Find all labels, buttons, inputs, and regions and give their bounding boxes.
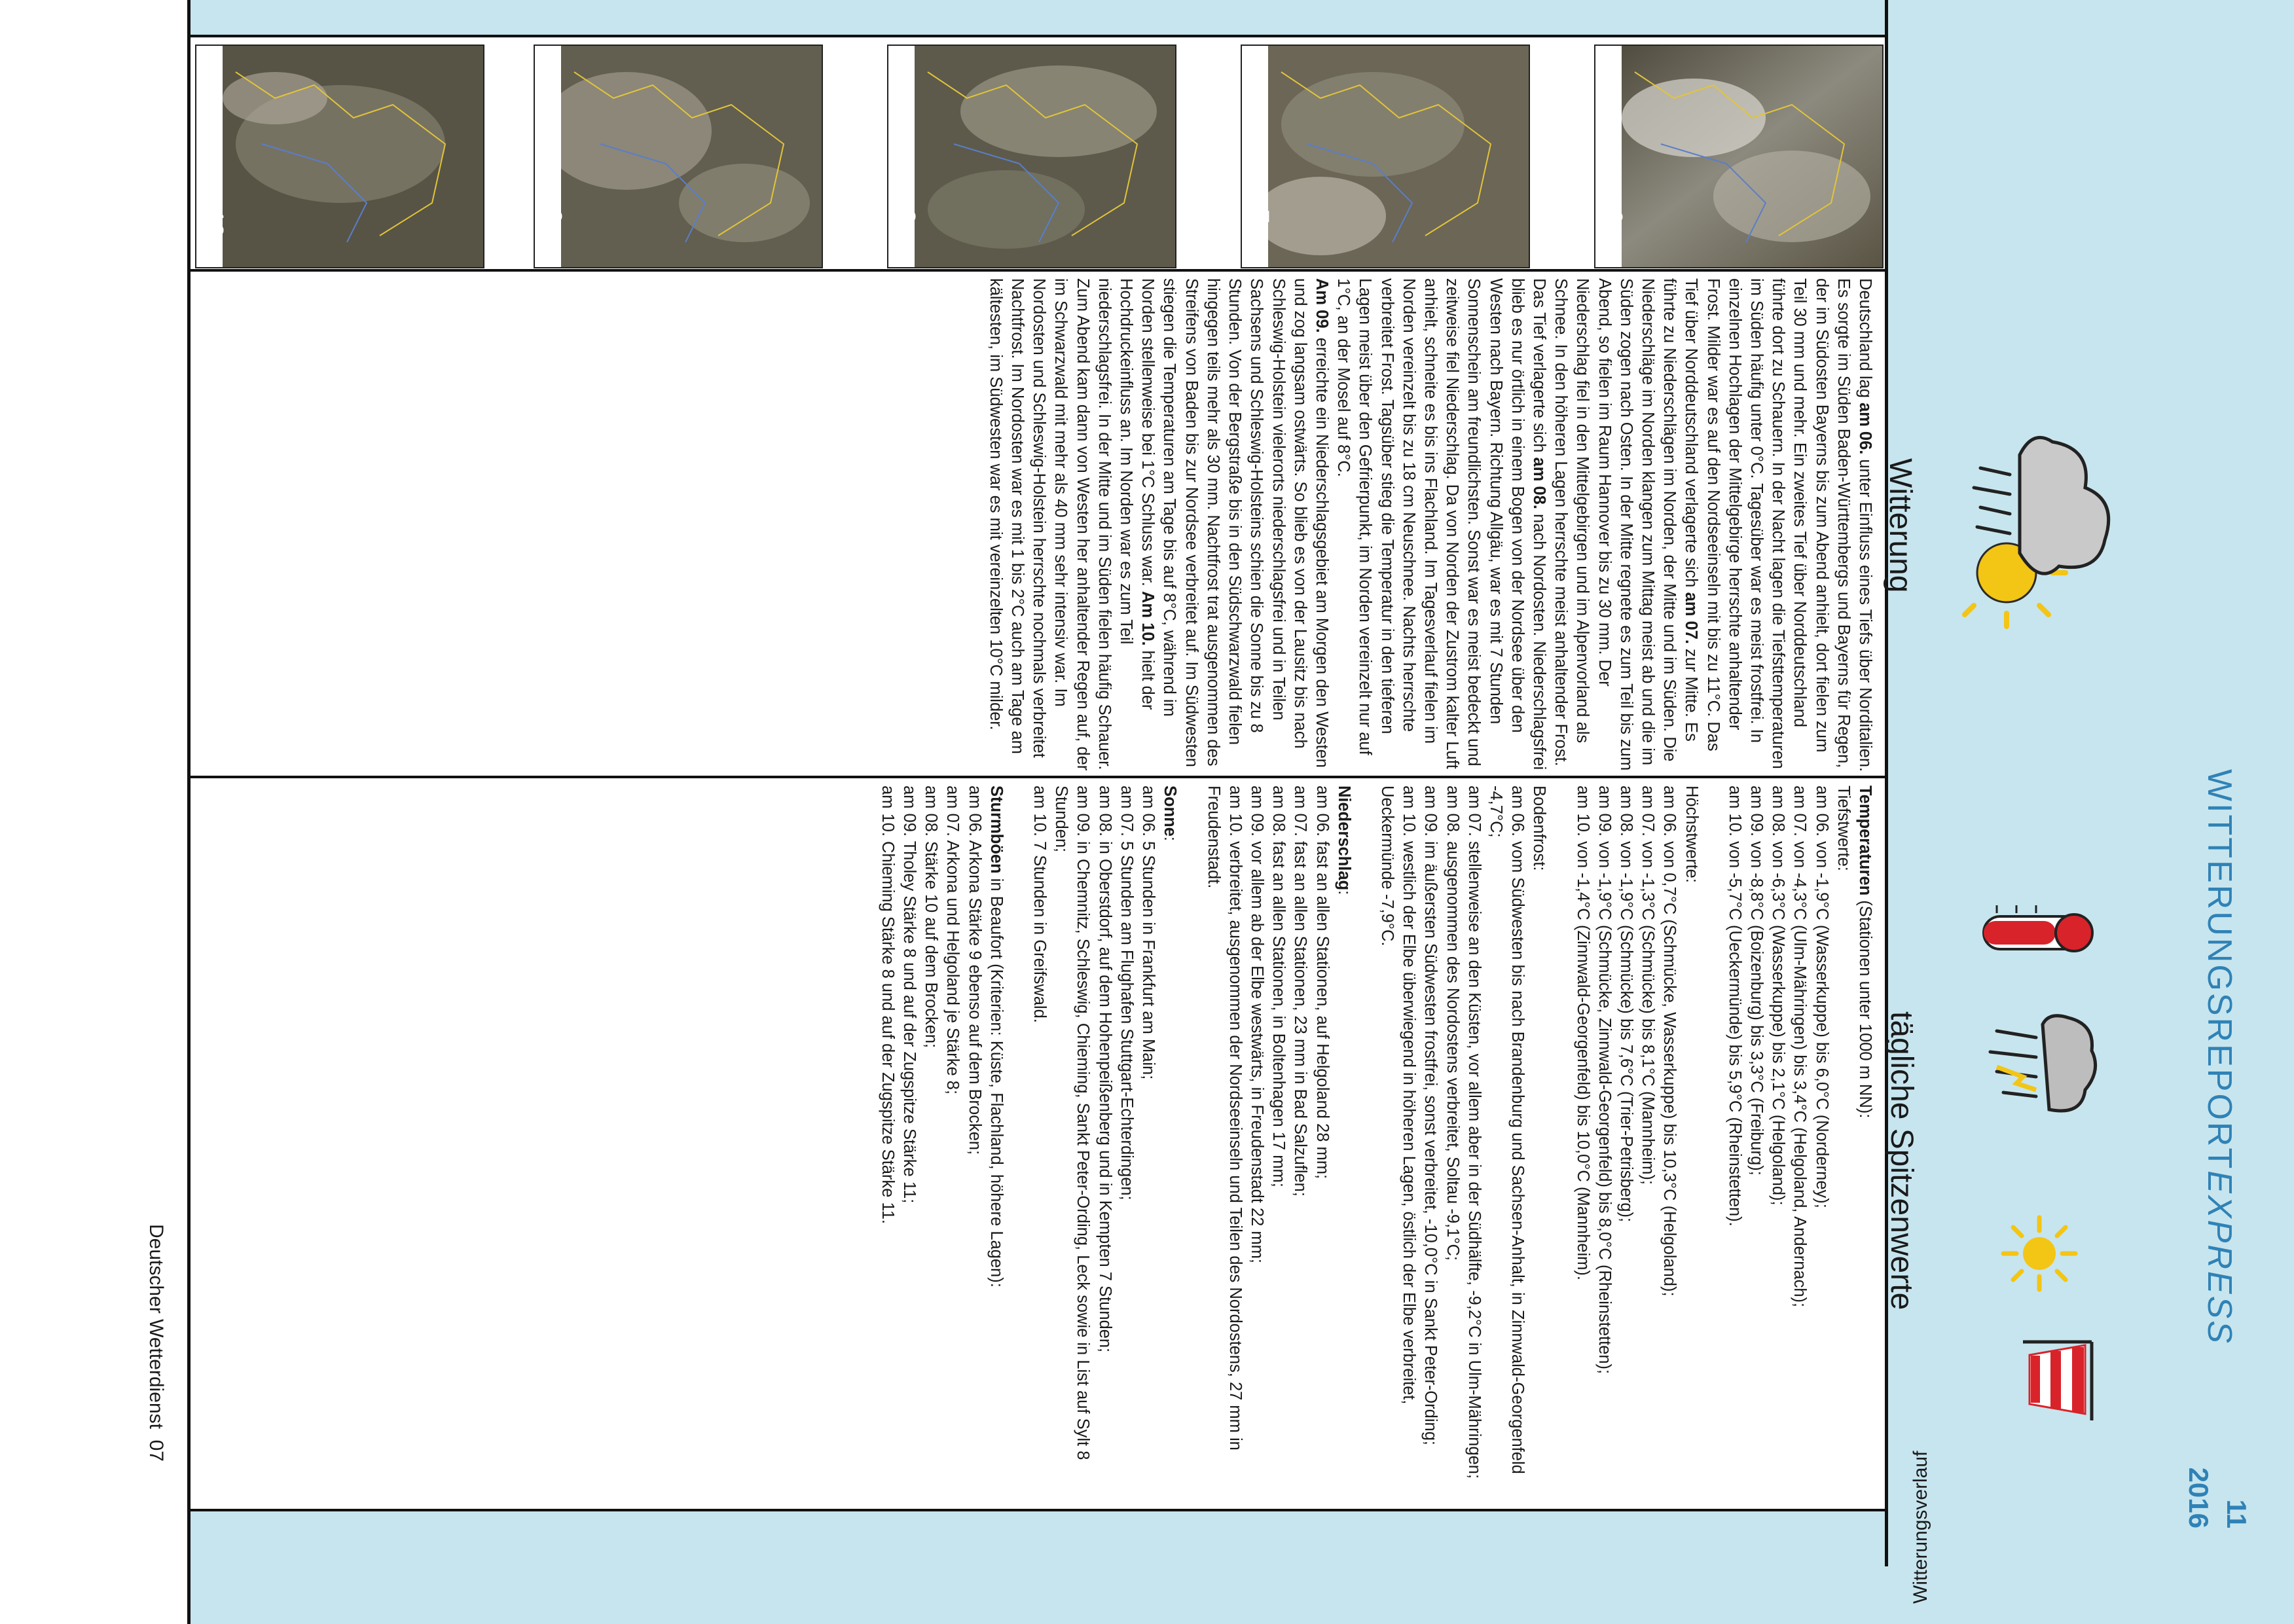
tief-row: am 10. von -5,7°C (Ueckermünde) bis 5,9°C (Rheinstetten). xyxy=(1725,785,1744,1227)
sonne-row: am 09. in Chemnitz, Schleswig, Chieming, Sankt Peter-Ording, Leck sowie in List auf Sylt 8 Stunden; xyxy=(1052,785,1093,1460)
outer-left-rule xyxy=(187,0,191,1624)
report-title-italic: EXPRESS xyxy=(2200,1170,2238,1345)
hoch-row: am 07. von -1,3°C (Schmücke) bis 8,1°C (Mannheim); xyxy=(1639,785,1658,1185)
temperature-heading: Temperaturen (Stationen unter 1000 m NN): xyxy=(1856,785,1874,1119)
witterung-text xyxy=(206,278,1876,772)
boden-row: am 06. vom Südwesten bis nach Brandenburg und Sachsen-Anhalt, in Zinnwald-Georgenfeld -4,7°C; xyxy=(1486,785,1527,1474)
section-label: Witterungsverlauf xyxy=(1910,1451,1931,1604)
satellite-number-06: 6 xyxy=(1599,209,1627,224)
tief-row: am 07. von -4,3°C (Ulm-Mähringen) bis 3,4°C (Helgoland, Andernach); xyxy=(1791,785,1810,1308)
sturm-row: am 10. Chieming Stärke 8 und auf der Zugspitze Stärke 11. xyxy=(878,785,897,1224)
tief-row: am 08. von -6,3°C (Wasserkuppe) bis 2,1°C (Helgoland); xyxy=(1769,785,1788,1206)
satellite-number-08: 8 xyxy=(892,209,920,224)
boden-row: am 10. westlich der Elbe überwiegend in höheren Lagen, östlich der Elbe verbreitet, Ueckermünde -7,9°C. xyxy=(1377,785,1419,1405)
sturm-heading: Sturmböen in Beaufort (Kriterien: Küste, Flachland, höhere Lagen): xyxy=(987,785,1006,1288)
report-title xyxy=(2193,769,2239,1358)
hoch-row: am 10. von -1,4°C (Zinnwald-Georgenfeld) bis 10,0°C (Mannheim). xyxy=(1573,785,1592,1280)
witterung-paragraph-2: Am 09. erreichte ein Niederschlagsgebiet am Morgen den Westen und zog langsam ostwärts. So blieb es von der Lausitz bis nach Schleswig-Holstein vielerorts niederschlagsfrei und in Teilen Sachsens und Schleswig-Holsteins schien die Sonne bis zu 8 Stunden. Von der Bergstraße bis in den Südschwarzwald fielen hingegen teils mehr als 30 mm. Nachtfrost trat ausgenommen des Streifens von Baden bis zur Nordsee verbreitet auf. Im Südwesten stiegen die Temperaturen am Tage bis auf 8°C, während im Norden stellenweise bei 1°C Schluss war. Am 10. hielt der Hochdruckeinfluss an. Im Norden war es zum Teil niederschlagsfrei. In der Mitte und im Süden fielen häufig Schauer. Zum Abend kam dann von Westen her anhaltender Regen auf, der im Schwarzwald mit mehr als 40 mm sehr intensiv war. Im Nordosten und Schleswig-Holstein herrschte nochmals verbreitet Nachtfrost. Im Nordosten war es mit 1 bis 2°C auch am Tage am kältesten, im Südwesten war es mit vereinzelten 10°C milder. xyxy=(986,278,1331,771)
satellite-number-10: 10 xyxy=(200,209,228,238)
report-month: 11 xyxy=(2221,1499,2252,1528)
thermometer-icon xyxy=(1971,900,2102,965)
footer-publisher: Deutscher Wetterdienst xyxy=(145,1224,167,1429)
sonne-row: am 10. 7 Stunden in Greifswald. xyxy=(1030,785,1049,1023)
peaks-column-title: tägliche Spitzenwerte xyxy=(1884,1011,1919,1310)
page-number: 07 xyxy=(145,1439,167,1462)
sonne-row: am 06. 5 Stunden in Frankfurt am Main; xyxy=(1139,785,1158,1080)
nied-row: am 09. vor allem ab der Elbe westwärts, in Freudenstadt 22 mm; xyxy=(1247,785,1266,1263)
satellite-image-10 xyxy=(195,45,484,268)
tief-row: am 06. von -1,9°C (Wasserkuppe) bis 6,0°C (Norderney); xyxy=(1812,785,1831,1208)
sonne-heading: Sonne: xyxy=(1161,785,1180,842)
tief-row: am 09. von -8,8°C (Boizenburg) bis 3,3°C (Freiburg); xyxy=(1747,785,1766,1176)
nied-row: am 06. fast an allen Stationen, auf Helgoland 28 mm; xyxy=(1313,785,1332,1180)
boden-row: am 07. stellenweise an den Küsten, vor allem aber in der Südhälfte, -9,2°C in Ulm-Mähringen; xyxy=(1465,785,1484,1479)
bottom-band xyxy=(190,1509,2294,1624)
hoch-row: am 08. von -1,9°C (Schmücke) bis 7,6°C (Trier-Petrisberg); xyxy=(1616,785,1635,1223)
column-header-band xyxy=(190,0,1887,38)
satellite-number-09: 9 xyxy=(539,209,566,224)
nied-row: am 08. fast an allen Stationen, in Boltenhagen 17 mm; xyxy=(1269,785,1288,1187)
sturm-row: am 08. Stärke 10 auf dem Brocken; xyxy=(922,785,941,1049)
niederschlag-heading: Niederschlag: xyxy=(1334,785,1353,895)
report-year: 2016 xyxy=(2183,1467,2214,1528)
peaks-bottom-rule xyxy=(190,1509,1887,1511)
windsock-icon xyxy=(2010,1335,2102,1427)
boden-row: am 08. ausgenommen des Nordostens verbreitet, Soltau -9,1°C; xyxy=(1443,785,1462,1261)
spitzenwerte-text: Temperaturen (Stationen unter 1000 m NN): Tiefstwerte: am 06. von -1,9°C (Wasserkuppe) bis 6,0°C (Norderney); am 07. von -4,3°C (Ulm-Mähringen) bis 3,4°C (Helgoland, Andernach); am 08. von -6,3°C (Wasserkuppe) bis 2,1°C (Helgoland); am 09. von -8,8°C (Boizenburg) bis 3,3°C (Freiburg); am 10. von -5,7°C (Ueckermünde) bis 5,9°C (Rheinstetten). Höchstwerte: am 06. von 0,7°C (Schmücke, Wasserkuppe) bis 10,3°C (Helgoland); am 07. von -1,3°C (Schmücke) bis 8,1°C (Mannheim); am 08. von -1,9°C (Schmücke) bis 7,6°C (Trier-Petrisberg); am 09. von -1,9°C (Schmücke, Zinnwald-Georgenfeld) bis 8,0°C (Rheinstetten); am 10. von -1,4°C (Zinnwald-Georgenfeld) bis 10,0°C (Mannheim). Bodenfrost: am 06. vom Südwesten bis nach Brandenburg und Sachsen-Anhalt, in Zinnwald-Georgenfeld -4,7°C; am 07. stellenweise an den Küsten, vor allem aber in der Südhälfte, -9,2°C in Ulm-Mähringen; am 08. ausgenommen des Nordostens verbreitet, Soltau -9,1°C; am 09. im äußersten Südwesten frostfrei, sonst verbreitet, -10,0°C in Sankt Peter-Ording; am 10. westlich der Elbe überwiegend in höheren Lagen, östlich der Elbe verbreitet, Ueckermünde -7,9°C. Niederschlag: am 06. fast an allen Stationen, auf Helgoland 28 mm; am 07. fast an allen Stationen, 23 mm in Bad Salzuflen; am 08. fast an allen Stationen, in Boltenhagen 17 mm; am 09. vor allem ab der Elbe westwärts, in Freudenstadt 22 mm; am 10. verbreitet, ausgenommen der Nordseeinseln und Teilen des Nordostens, 27 mm in Freudenstadt. Sonne: am 06. 5 Stunden in Frankfurt am Main; am 07. 5 Stunden am Flughafen Stuttgart-Echterdingen; am 08. in Oberstdorf, auf dem Hohenpeißenberg und in Kempten 7 Stunden; am 09. in Chemnitz, Schleswig, Chieming, Sankt Peter-Ording, Leck sowie in List auf Sylt 8 Stunden; am 10. 7 Stunden in Greifswald. Sturmböen in Beaufort (Kriterien: Küste, Flachland, höhere Lagen): am 06. Arkona Stärke 9 ebenso auf dem Brocken; am 07. Arkona und Helgoland je Stärke 8; am 08. Stärke 10 auf dem Brocken; am 09. Tholey Stärke 8 und auf der Zugspitze Stärke 11; am 10. Chieming Stärke 8 und auf der Zugspitze Stärke 11. xyxy=(206,785,1876,1506)
sturm-row: am 09. Tholey Stärke 8 und auf der Zugspitze Stärke 11; xyxy=(900,785,919,1204)
rain-cloud-icon xyxy=(1971,1011,2102,1123)
sturm-row: am 06. Arkona Stärke 9 ebenso auf dem Brocken; xyxy=(965,785,984,1155)
witterung-paragraph-1: Deutschland lag am 06. unter Einfluss eines Tiefs über Norditalien. Es sorgte im Süden Baden-Württembergs und Bayerns für Regen, der im Südosten Bayerns bis zum Abend anhielt, dort fielen zum Teil 30 mm und mehr. Ein zweites Tief über Norddeutschland führte dort zu Schauern. In der Nacht lagen die Tiefsttemperaturen im Süden häufig unter 0°C. Tagesüber war es meist frostfrei. In einzelnen Hochlagen der Mittelgebirge herrschte anhaltender Frost. Milder war es auf den Nordseeinseln mit bis zu 11°C. Das Tief über Norddeutschland verlagerte sich am 07. zur Mitte. Es führte zu Niederschlägen im Norden, der Mitte und im Süden. Die Niederschläge im Norden klangen zum Mittag meist ab und die im Süden zogen nach Osten. In der Mitte regnete es zum Teil bis zum Abend, so fielen im Raum Hannover bis zu 30 mm. Der Niederschlag fiel in den Mittelgebirgen und im Alpenvorland als Schnee. In den höheren Lagen herrschte meist anhaltender Frost. Das Tief verlagerte sich am 08. nach Nordosten. Niederschlagsfrei blieb es nur örtlich in einem Bogen von der Nordsee über den Westen nach Bayern. Richtung Allgäu, war es mit 7 Stunden Sonnenschein am freundlichsten. Sonst war es meist bedeckt und zeitweise fiel Niederschlag. Da von Norden der Zustrom kalter Luft anhielt, schneite es bis ins Flachland. Im Tagesverlauf fielen im Norden vereinzelt bis zu 18 cm Neuschnee. Nachts herrschte verbreitet Frost. Tagsüber stieg die Temperatur in den tieferen Lagen meist über den Gefrierpunkt, im Norden vereinzelt nur auf 1°C, an der Mosel auf 8°C. xyxy=(1334,278,1874,772)
report-title-plain: WITTERUNGSREPORT xyxy=(2200,769,2238,1171)
satellite-image-07 xyxy=(1241,45,1530,268)
hoch-row: am 09. von -1,9°C (Schmücke, Zinnwald-Georgenfeld) bis 8,0°C (Rheinstetten); xyxy=(1595,785,1614,1375)
hoch-row: am 06. von 0,7°C (Schmücke, Wasserkuppe) bis 10,3°C (Helgoland); xyxy=(1660,785,1679,1297)
cloud-sun-snow-icon xyxy=(1957,412,2128,641)
weather-divider xyxy=(190,776,1887,778)
nied-row: am 10. verbreitet, ausgenommen der Nordseeinseln und Teilen des Nordostens, 27 mm in Freudenstadt. xyxy=(1204,785,1245,1451)
satellite-image-08 xyxy=(887,45,1176,268)
sonne-row: am 07. 5 Stunden am Flughafen Stuttgart-Echterdingen; xyxy=(1117,785,1136,1200)
footer xyxy=(134,1224,167,1525)
sturm-row: am 07. Arkona und Helgoland je Stärke 8; xyxy=(943,785,962,1095)
satellite-number-07: 7 xyxy=(1246,209,1273,224)
nied-row: am 07. fast an allen Stationen, 23 mm in Bad Salzuflen; xyxy=(1291,785,1310,1197)
weather-column-title: Witterung xyxy=(1883,458,1918,593)
sonne-row: am 08. in Oberstdorf, auf dem Hohenpeißenberg und in Kempten 7 Stunden; xyxy=(1095,785,1114,1353)
satellite-divider xyxy=(190,269,1887,272)
boden-row: am 09. im äußersten Südwesten frostfrei, sonst verbreitet, -10,0°C in Sankt Peter-Ording; xyxy=(1421,785,1440,1445)
top-rule xyxy=(190,35,1887,37)
satellite-image-06 xyxy=(1594,45,1884,268)
sun-icon xyxy=(2000,1214,2079,1293)
satellite-image-09 xyxy=(534,45,823,268)
